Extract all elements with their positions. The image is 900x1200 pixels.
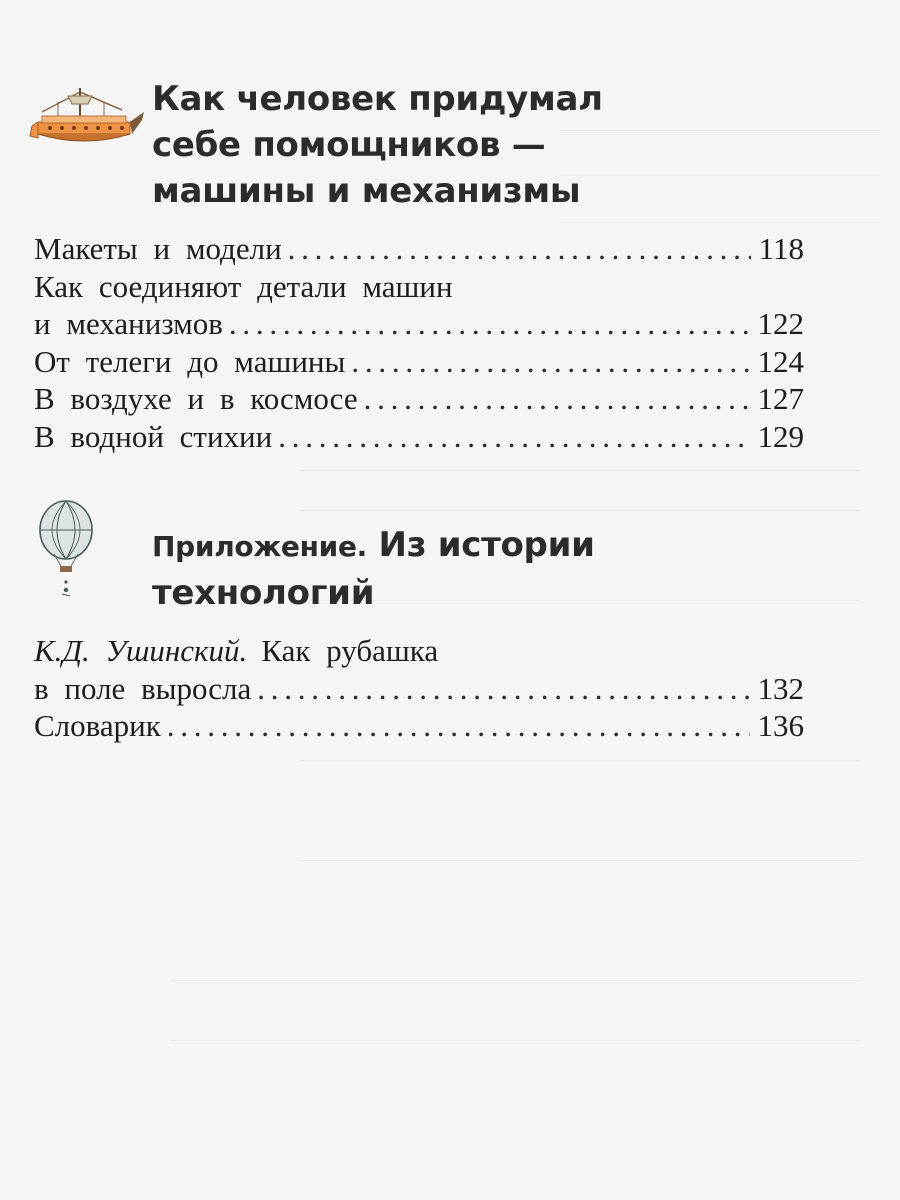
appendix-label: Приложение.: [152, 530, 367, 563]
section-title-line: машины и механизмы: [152, 171, 581, 211]
toc-entry[interactable]: [34, 707, 804, 745]
toc-entry[interactable]: [34, 380, 804, 418]
toc-page-number: 129: [757, 418, 804, 454]
toc-page-number: 122: [757, 306, 804, 341]
leader-dots: [364, 380, 750, 418]
toc-page-number: 136: [757, 708, 804, 743]
toc-machines: [34, 230, 804, 455]
leader-dots: [257, 670, 749, 708]
toc-page-number: 124: [757, 343, 804, 379]
leader-dots: [351, 343, 749, 381]
appendix-title-line: Из истории: [378, 525, 595, 565]
toc-page-number: 118: [758, 231, 804, 266]
toc-entry-title: От телеги до машины: [34, 343, 346, 379]
section-title-machines: [152, 76, 603, 214]
leader-dots: [278, 418, 749, 456]
section-title-line: Как человек придумал: [152, 79, 603, 119]
toc-entry[interactable]: [34, 230, 804, 268]
toc-entry[interactable]: [34, 418, 804, 456]
leader-dots: [167, 707, 750, 745]
appendix-title-line: технологий: [152, 573, 375, 613]
toc-page-number: 127: [757, 381, 804, 416]
toc-entry-title-cont: и механизмов: [34, 306, 223, 341]
ship-icon: [28, 82, 146, 152]
toc-entry-title: Как соединяют детали машин: [34, 268, 453, 304]
leader-dots: [288, 230, 751, 268]
toc-entry[interactable]: [34, 632, 804, 707]
toc-page-number: 132: [757, 670, 804, 706]
toc-entry[interactable]: [34, 268, 804, 343]
toc-entry-title: Макеты и модели: [34, 231, 282, 266]
toc-entry-title: Словарик: [34, 708, 161, 743]
toc-entry-title: Как рубашка: [261, 633, 439, 668]
toc-entry[interactable]: [34, 343, 804, 381]
leader-dots: [229, 305, 750, 343]
toc-entry-title: В воздухе и в космосе: [34, 381, 358, 416]
toc-entry-title: В водной стихии: [34, 418, 273, 454]
toc-entry-author: К.Д. Ушинский.: [34, 633, 248, 668]
toc-appendix: [34, 632, 804, 745]
balloon-icon: [36, 500, 104, 600]
section-title-appendix: [152, 522, 595, 616]
section-title-line: себе помощников —: [152, 125, 546, 165]
toc-entry-title-cont: в поле выросла: [34, 670, 252, 706]
